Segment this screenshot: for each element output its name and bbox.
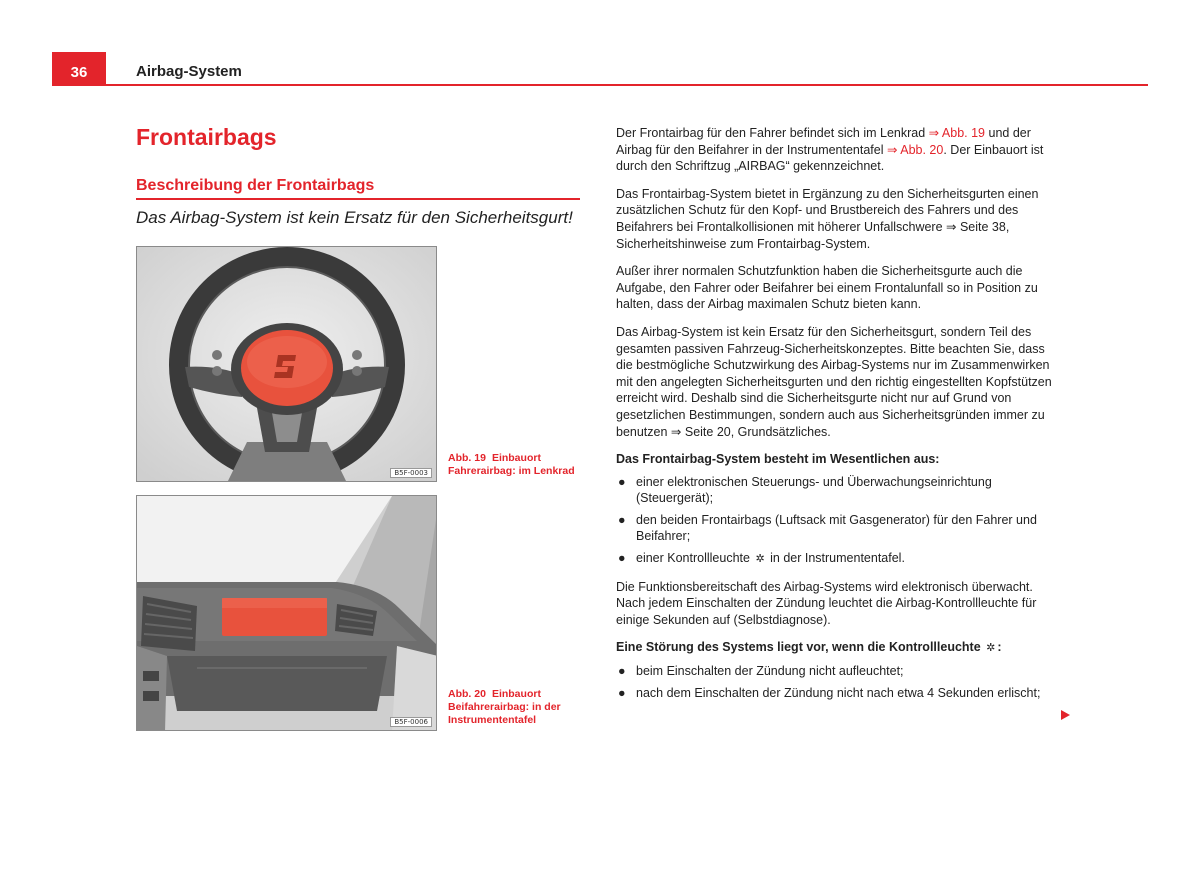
bullet-icon: ● [618,664,626,679]
bullet-icon: ● [618,474,626,489]
airbag-warning-icon: ✲ [986,642,996,655]
chapter-title: Airbag-System [136,63,242,80]
paragraph: Der Frontairbag für den Fahrer befindet sich im Lenkrad ⇒ Abb. 19 und der Airbag für den Beifahrer in der Instrumententafel ⇒ Abb. 20. Der Einbauort ist durch den Schriftzug „AIRBAG“ gekennzeichnet. [616,126,1044,174]
list-heading: Das Frontairbag-System besteht im Wesentlichen aus: [616,452,940,467]
list-item: ● einer Kontrollleuchte ✲ in der Instrumententafel. [616,550,1060,568]
figure-caption-text: Einbauort Fahrerairbag: im Lenkrad [448,452,575,477]
airbag-warning-icon: ✲ [755,553,765,566]
list-heading: Eine Störung des Systems liegt vor, wenn die Kontrollleuchte ✲ : [616,640,1002,655]
figure-code: B5F-0006 [390,717,432,727]
bullet-icon: ● [618,512,626,527]
sub-title: Beschreibung der Frontairbags [136,177,375,194]
list-item: ● den beiden Frontairbags (Luftsack mit Gasgenerator) für den Fahrer und Beifahrer; [618,512,1037,544]
figure-steering-wheel [136,246,437,482]
figure-code: B5F-0003 [390,468,432,478]
bullet-icon: ● [618,551,626,566]
bullet-icon: ● [618,685,626,700]
paragraph: Das Frontairbag-System bietet in Ergänzung zu den Sicherheitsgurten einen zusätzlichen Schutz für den Kopf- und Brustbereich des Fahrers und des Beifahrers bei Frontalkollisionen mit höherer Unfallschwere ⇒ Seite 38, Sicherheitshinweise zum Frontairbag-System. [616,186,1039,251]
body-text [616,125,1060,706]
continue-arrow-icon [1061,710,1070,720]
paragraph: Das Airbag-System ist kein Ersatz für den Sicherheitsgurt, sondern Teil des gesamten passiven Fahrzeug-Sicherheitskonzeptes. Bitte beachten Sie, dass die bestmögliche Schutzwirkung des Airbag-Systems nur im Zusammenwirken mit den angelegten Sicherheitsgurten und den richtig eingestellten Kopfstützen erreicht wird. Deshalb sind die Sicherheitsgurte nicht nur auf Grund von gesetzlichen Bestimmungen, sondern auch aus Sicherheitsgründen immer zu benutzen ⇒ Seite 20, Grundsätzliches. [616,324,1052,439]
paragraph: Die Funktionsbereitschaft des Airbag-Systems wird elektronisch überwacht. Nach jedem Einschalten der Zündung leuchtet die Airbag-Kontrollleuchte für einige Sekunden auf (Selbstdiagnose). [616,579,1037,627]
list-item: ● beim Einschalten der Zündung nicht aufleuchtet; [618,664,904,679]
figure-label: Abb. 19 [448,452,486,464]
figure-caption [448,688,578,727]
list-item: ● einer elektronischen Steuerungs- und Überwachungseinrichtung (Steuergerät); [618,474,992,506]
figure-dashboard [136,495,437,731]
figure-reference-link[interactable]: ⇒ Abb. 19 [928,126,986,140]
figure-caption-text: Einbauort Beifahrerairbag: in der Instrumententafel [448,688,561,726]
paragraph: Außer ihrer normalen Schutzfunktion haben die Sicherheitsgurte auch die Aufgabe, den Fahrer oder Beifahrer bei einem Frontalunfall so in Position zu halten, dass der Airbag maximalen Schutz bieten kann. [616,264,1038,312]
page-number: 36 [52,52,106,86]
section-title: Frontairbags [136,124,277,150]
figure-reference-link[interactable]: ⇒ Abb. 20 [886,142,944,157]
header-rule [52,84,1148,86]
lead-text: Das Airbag-System ist kein Ersatz für den Sicherheitsgurt! [136,208,573,227]
figure-label: Abb. 20 [448,688,486,700]
sub-title-rule [136,198,580,200]
figure-caption [448,452,578,478]
list-item: ● nach dem Einschalten der Zündung nicht nach etwa 4 Sekunden erlischt; [618,685,1041,700]
